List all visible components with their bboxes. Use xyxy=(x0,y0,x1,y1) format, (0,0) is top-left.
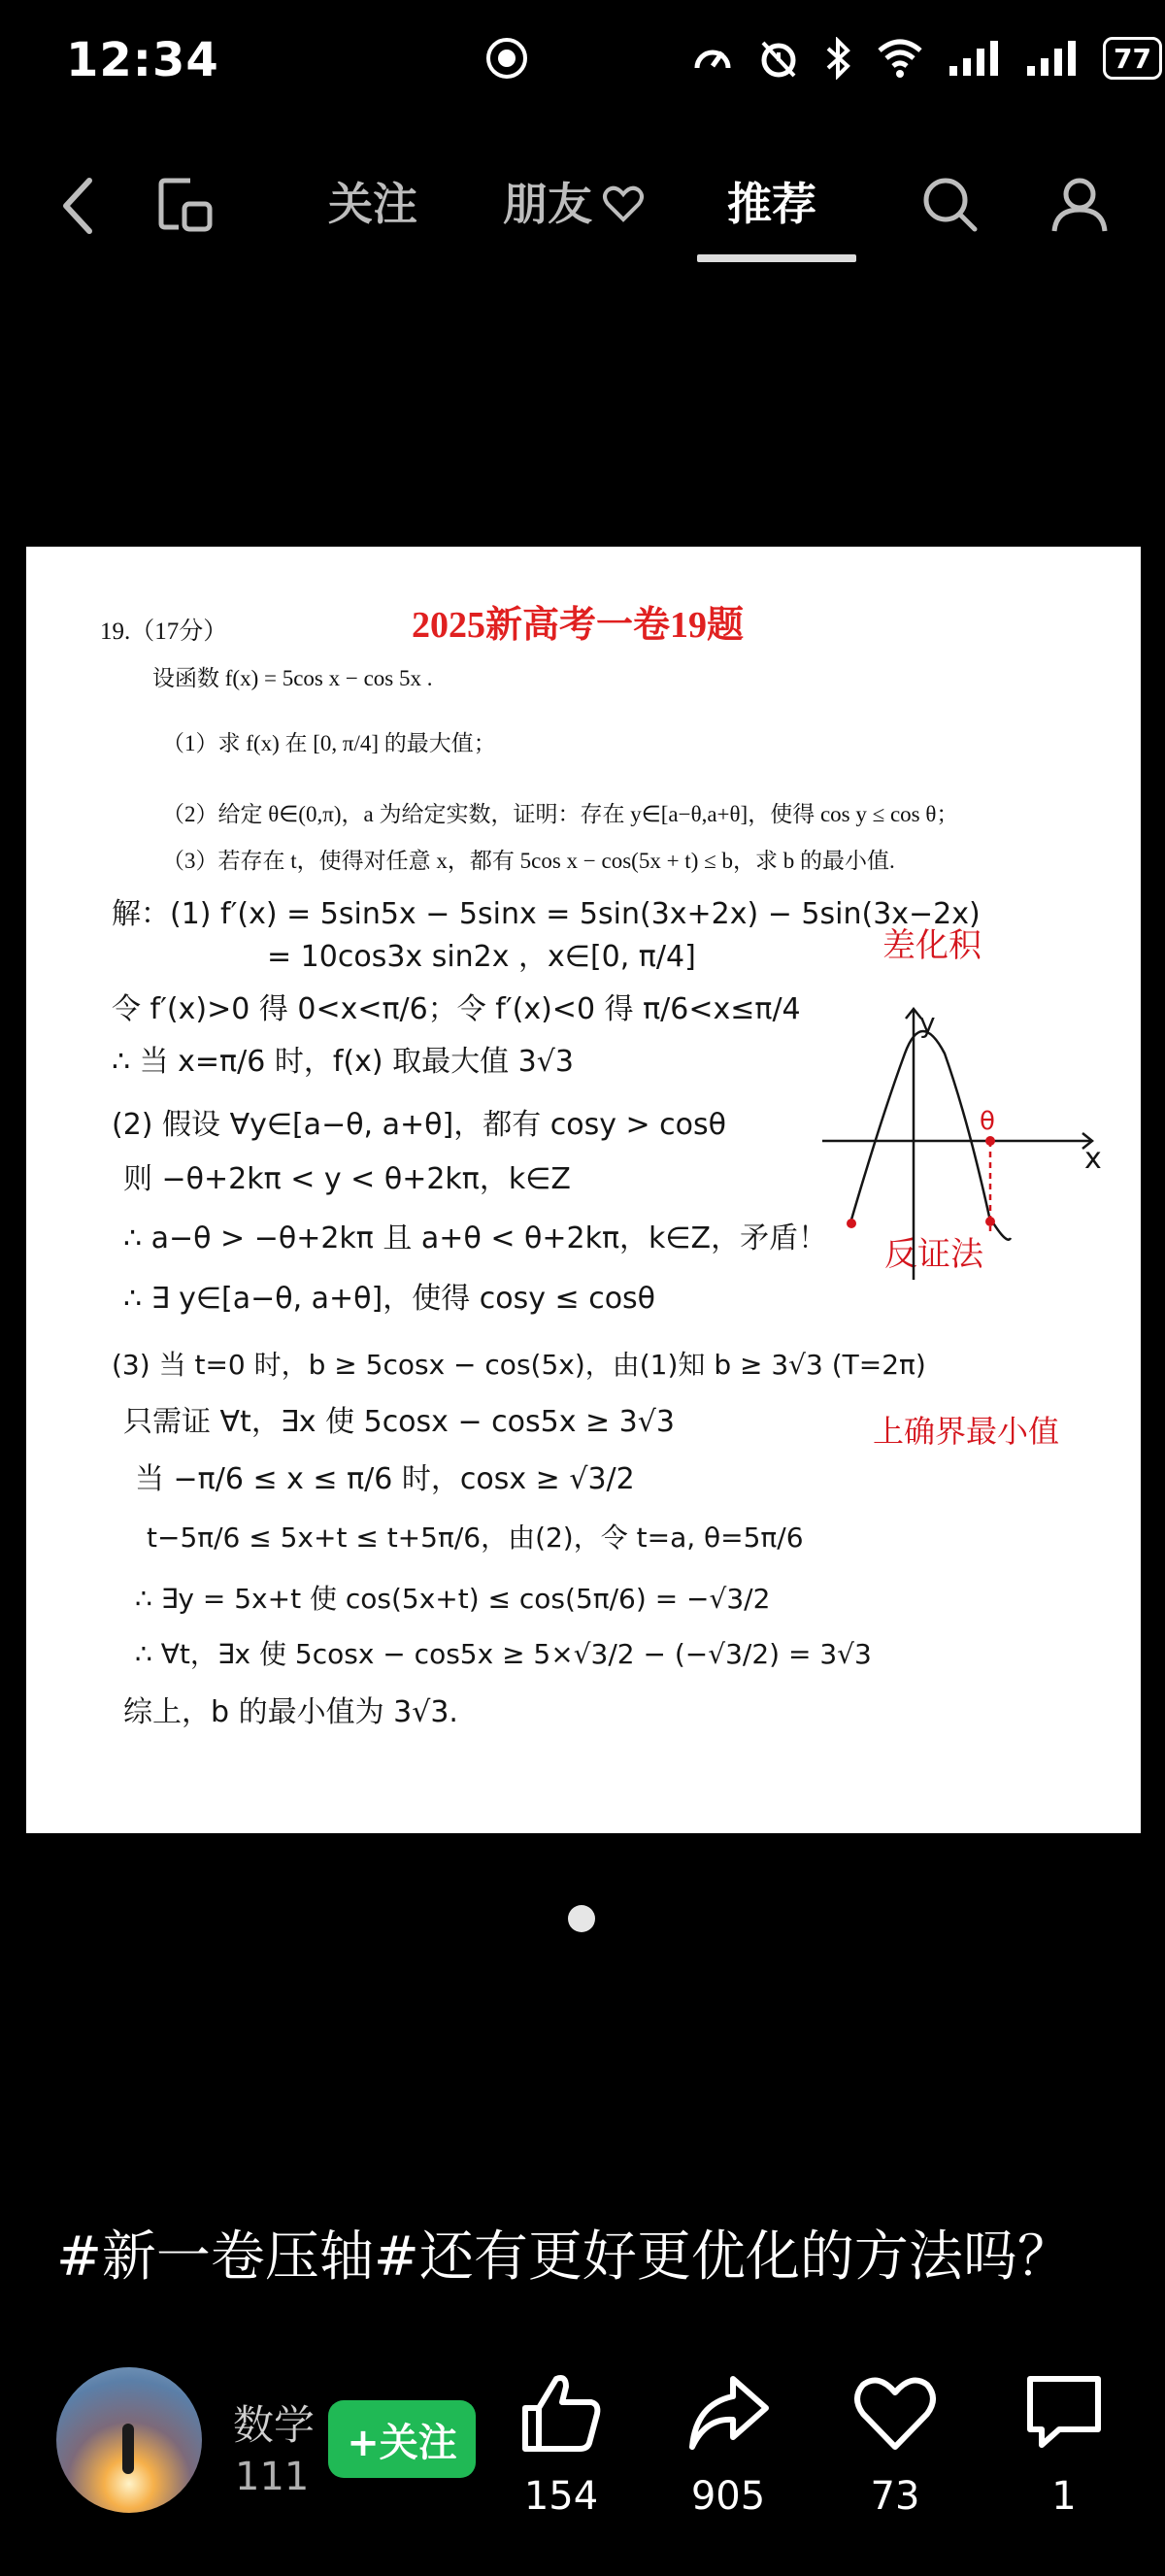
solution-line: (2) 假设 ∀y∈[a−θ, a+θ]，都有 cosy > cosθ xyxy=(112,1108,727,1142)
pager-dot xyxy=(568,1905,595,1932)
search-icon[interactable] xyxy=(918,173,981,235)
graph-theta-label: θ xyxy=(980,1107,995,1136)
graph-theta-point xyxy=(985,1136,995,1146)
active-tab-indicator xyxy=(697,254,856,262)
note-supremum: 上确界最小值 xyxy=(873,1413,1060,1450)
avatar-figure xyxy=(122,2424,134,2474)
solution-line: 令 f′(x)>0 得 0<x<π/6；令 f′(x)<0 得 π/6<x≤π/4 xyxy=(112,992,801,1026)
heart-outline-icon xyxy=(602,183,645,225)
problem-number: 19.（17分） xyxy=(100,619,228,645)
back-icon[interactable] xyxy=(58,175,97,237)
note-contradiction: 反证法 xyxy=(884,1235,983,1274)
favorite-count: 73 xyxy=(870,2474,920,2519)
cellular-signal-2-icon xyxy=(1025,39,1080,78)
problem-line: （3）若存在 t，使得对任意 x，都有 5cos x − cos(5x + t) ≤ b，求 b 的最小值. xyxy=(162,849,895,873)
notification-badge-icon xyxy=(485,37,528,80)
photo-title: 2025新高考一卷19题 xyxy=(412,605,745,646)
graph-left-point xyxy=(847,1219,856,1228)
author-name[interactable]: 数学 xyxy=(233,2401,316,2449)
comment-icon xyxy=(1020,2369,1108,2457)
solution-line: 则 −θ+2kπ < y < θ+2kπ，k∈Z xyxy=(123,1162,571,1196)
solution-line: ∴ ∃ y∈[a−θ, a+θ]，使得 cosy ≤ cosθ xyxy=(123,1282,656,1316)
author-avatar[interactable] xyxy=(56,2367,202,2513)
solution-line: = 10cos3x sin2x ，x∈[0, π/4] xyxy=(267,940,696,974)
note-difference-to-product: 差化积 xyxy=(882,926,982,965)
graph-right-point xyxy=(985,1217,995,1226)
tab-friends[interactable]: 朋友 xyxy=(503,178,592,230)
bottom-action-bar xyxy=(0,2350,1165,2576)
user-icon[interactable] xyxy=(1048,173,1111,235)
status-bar xyxy=(0,0,1165,126)
bluetooth-icon xyxy=(823,37,852,80)
solution-line: t−5π/6 ≤ 5x+t ≤ t+5π/6，由(2)，令 t=a, θ=5π/6 xyxy=(147,1522,804,1554)
solution-line: ∴ a−θ > −θ+2kπ 且 a+θ < θ+2kπ，k∈Z，矛盾！ xyxy=(123,1221,828,1255)
share-action[interactable] xyxy=(660,2369,796,2519)
top-nav xyxy=(0,155,1165,272)
author-follower-count: 111 xyxy=(235,2455,310,2499)
post-caption[interactable]: #新一卷压轴#还有更好更优化的方法吗？ xyxy=(56,2225,1072,2289)
comment-count: 1 xyxy=(1051,2474,1077,2519)
tab-following[interactable]: 关注 xyxy=(328,178,417,230)
battery-indicator xyxy=(1103,37,1162,80)
share-count: 905 xyxy=(690,2474,766,2519)
wifi-icon xyxy=(876,37,924,80)
photo-canvas xyxy=(26,547,1141,1833)
comment-action[interactable] xyxy=(996,2369,1132,2519)
battery-level: 77 xyxy=(1114,42,1151,75)
problem-line: 设函数 f(x) = 5cos x − cos 5x . xyxy=(152,666,433,690)
heart-icon xyxy=(851,2369,939,2457)
post-photo[interactable] xyxy=(26,547,1141,1833)
thumbs-up-icon xyxy=(517,2369,605,2457)
status-time: 12:34 xyxy=(66,33,219,87)
tab-recommend[interactable]: 推荐 xyxy=(727,178,816,230)
graph-y-label: y xyxy=(919,1007,936,1039)
solution-line: (3) 当 t=0 时，b ≥ 5cosx − cos(5x)，由(1)知 b ≥ 3√3 (T=2π) xyxy=(112,1349,926,1381)
solution-line: 只需证 ∀t，∃x 使 5cosx − cos5x ≥ 3√3 xyxy=(123,1405,675,1439)
alarm-icon xyxy=(757,37,800,80)
solution-text xyxy=(112,897,981,1729)
solution-line: ∴ ∃y = 5x+t 使 cos(5x+t) ≤ cos(5π/6) = −√3/2 xyxy=(135,1583,771,1615)
speed-icon xyxy=(691,37,734,80)
floating-window-icon[interactable] xyxy=(155,175,217,237)
follow-button[interactable]: +关注 xyxy=(328,2400,476,2478)
problem-line: （2）给定 θ∈(0,π)，a 为给定实数，证明：存在 y∈[a−θ,a+θ]，使得 cos y ≤ cos θ； xyxy=(162,802,959,826)
like-count: 154 xyxy=(523,2474,599,2519)
cellular-signal-icon xyxy=(948,39,1002,78)
solution-line: 综上，b 的最小值为 3√3. xyxy=(123,1695,458,1729)
share-arrow-icon xyxy=(684,2369,772,2457)
problem-line: （1）求 f(x) 在 [0, π/4] 的最大值； xyxy=(162,731,496,755)
status-icons xyxy=(485,37,1162,80)
graph-x-label: x xyxy=(1084,1142,1102,1176)
like-action[interactable] xyxy=(493,2369,629,2519)
solution-line: 当 −π/6 ≤ x ≤ π/6 时，cosx ≥ √3/2 xyxy=(135,1462,635,1496)
solution-line: 解：(1) f′(x) = 5sin5x − 5sinx = 5sin(3x+2x) − 5sin(3x−2x) xyxy=(112,897,981,931)
solution-line: ∴ 当 x=π/6 时，f(x) 取最大值 3√3 xyxy=(112,1045,574,1079)
solution-line: ∴ ∀t，∃x 使 5cosx − cos5x ≥ 5×√3/2 − (−√3/2) = 3√3 xyxy=(135,1638,872,1670)
favorite-action[interactable] xyxy=(827,2369,963,2519)
